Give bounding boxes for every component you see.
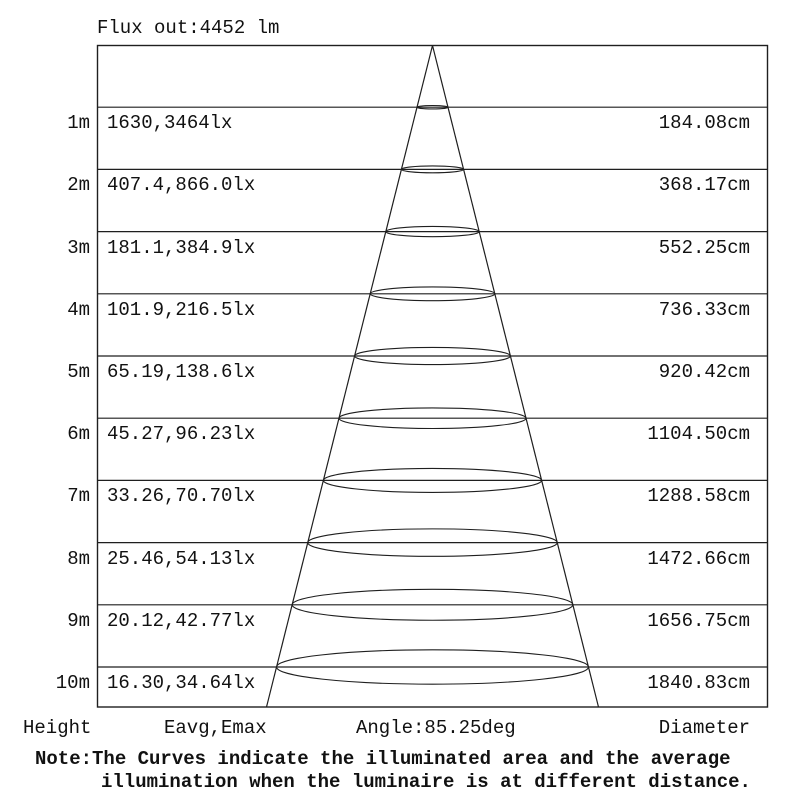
row-diameter-value: 552.25cm [658,236,750,259]
row-eavg-emax-value: 407.4,866.0lx [107,174,256,197]
row-diameter-value: 1840.83cm [647,672,750,694]
cone-edge-right [433,46,599,708]
row-eavg-emax-value: 33.26,70.70lx [107,485,256,508]
row-height-label: 10m [55,672,90,694]
row-height-label: 7m [67,485,90,508]
row-diameter-value: 920.42cm [658,361,750,383]
row-eavg-emax-value: 101.9,216.5lx [107,298,256,321]
row-eavg-emax-value: 1630,3464lx [107,112,233,135]
row-eavg-emax-value: 45.27,96.23lx [107,423,256,446]
row-eavg-emax-value: 16.30,34.64lx [107,672,256,694]
row-height-label: 4m [67,298,90,321]
column-label-height: Height [23,717,92,739]
flux-output-label: Flux out:4452 lm [97,17,280,39]
column-label-diameter: Diameter [658,717,750,739]
row-diameter-value: 1104.50cm [647,423,750,446]
row-eavg-emax-value: 20.12,42.77lx [107,609,256,632]
row-height-label: 3m [67,236,90,259]
row-height-label: 8m [67,547,90,570]
note-line-2: illumination when the luminaire is at different distance. [101,771,751,793]
column-label-eavg-emax: Eavg,Emax [164,717,267,739]
note-line-1: Note:The Curves indicate the illuminated area and the average [35,748,731,770]
row-height-label: 1m [67,112,90,135]
row-diameter-value: 1472.66cm [647,547,750,570]
row-eavg-emax-value: 25.46,54.13lx [107,547,256,570]
row-eavg-emax-value: 181.1,384.9lx [107,236,256,259]
row-diameter-value: 1288.58cm [647,485,750,508]
row-height-label: 6m [67,423,90,446]
row-height-label: 2m [67,174,90,197]
row-diameter-value: 184.08cm [658,112,750,135]
cone-edge-left [267,46,433,708]
row-diameter-value: 736.33cm [658,298,750,321]
row-diameter-value: 1656.75cm [647,609,750,632]
row-diameter-value: 368.17cm [658,174,750,197]
row-height-label: 9m [67,609,90,632]
beam-angle-label: Angle:85.25deg [356,717,516,739]
row-eavg-emax-value: 65.19,138.6lx [107,361,256,383]
row-height-label: 5m [67,361,90,383]
